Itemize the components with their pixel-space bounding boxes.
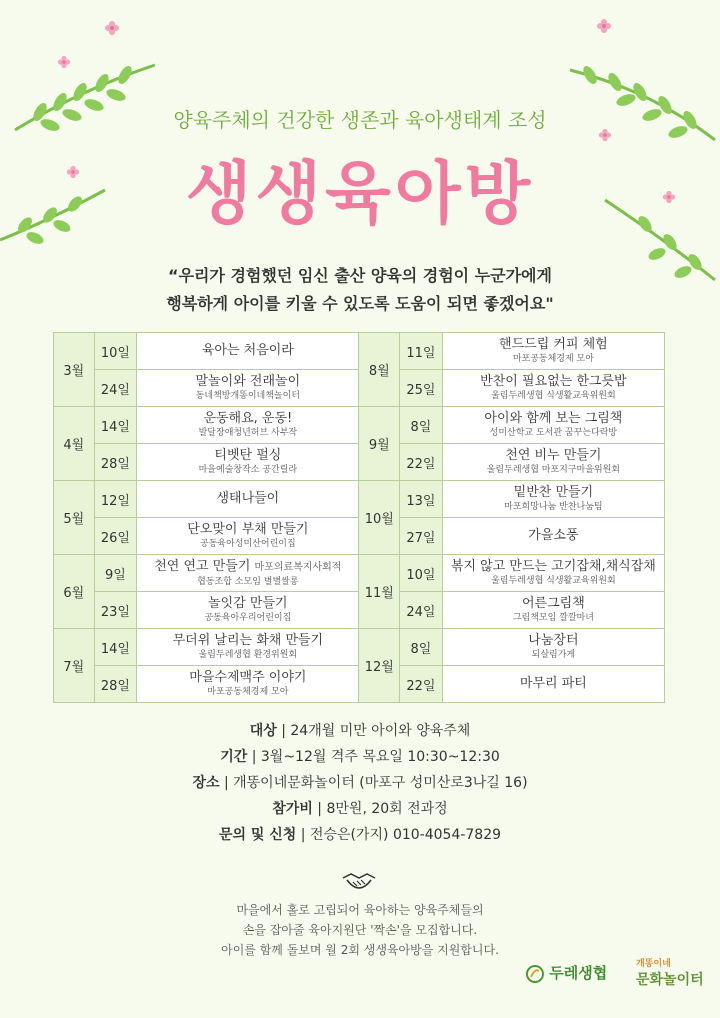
activity-host: 되살림가게 <box>531 650 576 660</box>
quote-text <box>0 262 720 318</box>
activity-cell <box>137 407 359 444</box>
activity-title: 단오맞이 부채 만들기 <box>187 522 309 537</box>
month-cell: 4월 <box>54 407 95 481</box>
info-label: 참가비 <box>272 801 313 817</box>
info-period: 기간 | 3월~12월 격주 목요일 10:30~12:30 <box>220 749 500 765</box>
activity-title: 티벳탄 펄싱 <box>214 448 282 463</box>
logo-text: 두레생협 <box>549 964 608 982</box>
activity-title: 핸드드립 커피 체험 <box>499 337 608 352</box>
page-subtitle: 양육주체의 건강한 생존과 육아생태계 조성 <box>173 108 547 132</box>
activity-title: 생태나들이 <box>216 491 280 506</box>
activity-cell <box>442 592 664 629</box>
day-cell: 26일 <box>94 518 137 555</box>
activity-cell <box>442 333 664 370</box>
activity-title-row <box>137 559 358 576</box>
activity-host: 마을예술창작소 공간릴라 <box>198 465 298 475</box>
activity-cell <box>137 629 359 666</box>
activity-host: 울림두레생협 식생활교육위원회 <box>491 576 616 586</box>
activity-cell <box>442 407 664 444</box>
info-value: 개똥이네문화놀이터 (마포구 성미산로3나길 16) <box>233 775 528 791</box>
table-row <box>54 629 665 666</box>
activity-title: 놀잇감 만들기 <box>208 596 288 611</box>
day-cell: 22일 <box>400 666 443 703</box>
day-cell: 12일 <box>94 481 137 518</box>
info-value: 8만원, 20회 전과정 <box>326 801 448 817</box>
culture-playground-logo <box>636 956 704 988</box>
activity-title: 밑반찬 만들기 <box>513 485 594 500</box>
activity-title: 천연 연고 만들기 <box>154 558 251 574</box>
day-cell: 24일 <box>400 592 443 629</box>
month-cell: 7월 <box>54 629 95 703</box>
activity-cell <box>137 370 359 407</box>
day-cell: 22일 <box>400 444 443 481</box>
info-fee: 참가비 | 8만원, 20회 전과정 <box>272 801 448 817</box>
schedule-table <box>53 332 665 703</box>
activity-host: 그림책모임 깔깔마녀 <box>512 613 594 623</box>
activity-cell <box>442 444 664 481</box>
activity-host: 성미산학교 도서관 꿈꾸는다락방 <box>489 428 618 438</box>
day-cell: 10일 <box>94 333 137 370</box>
day-cell: 23일 <box>94 592 137 629</box>
day-cell: 8일 <box>400 407 443 444</box>
activity-title: 아이와 함께 보는 그림책 <box>484 411 623 426</box>
info-target: 대상 | 24개월 미만 아이와 양육주체 <box>249 723 471 739</box>
activity-host: 마포공동체경제 모아 <box>512 354 594 364</box>
day-cell: 13일 <box>400 481 443 518</box>
footer-line: 손을 잡아줄 육아지원단 '짝손'을 모집합니다. <box>242 923 478 937</box>
day-cell: 25일 <box>400 370 443 407</box>
footer-text <box>0 900 720 960</box>
activity-host: 마포희망나눔 반찬나눔팀 <box>504 502 603 512</box>
activity-cell <box>137 333 359 370</box>
activity-cell <box>442 629 664 666</box>
activity-cell <box>442 555 664 592</box>
day-cell: 9일 <box>94 555 137 592</box>
info-value: 24개월 미만 아이와 양육주체 <box>290 723 471 739</box>
activity-host: 협동조합 소모임 별별쌀롱 <box>197 576 299 587</box>
activity-cell <box>137 555 359 592</box>
dure-coop-logo <box>526 962 607 983</box>
activity-title: 천연 비누 만들기 <box>505 448 602 463</box>
logo-text: 문화놀이터 <box>636 972 704 988</box>
activity-cell <box>442 481 664 518</box>
activity-cell <box>442 518 664 555</box>
page-title: 생생육아방 <box>185 155 535 234</box>
day-cell: 28일 <box>94 444 137 481</box>
flower-icon <box>596 18 612 34</box>
day-cell: 14일 <box>94 407 137 444</box>
day-cell: 8일 <box>400 629 443 666</box>
day-cell: 11일 <box>400 333 443 370</box>
info-label: 장소 <box>192 775 220 791</box>
month-cell: 11월 <box>359 555 400 629</box>
activity-cell <box>442 666 664 703</box>
day-cell: 27일 <box>400 518 443 555</box>
activity-title: 어른그림책 <box>521 596 585 611</box>
activity-title: 반찬이 필요없는 한그릇밥 <box>480 374 627 389</box>
info-label: 기간 <box>220 749 248 765</box>
day-cell: 10일 <box>400 555 443 592</box>
activity-host: 발달장애청년허브 사부작 <box>198 428 298 438</box>
handshake-icon <box>341 868 377 894</box>
activity-cell <box>442 370 664 407</box>
month-cell: 6월 <box>54 555 95 629</box>
info-value: 전승은(가지) 010-4054-7829 <box>309 827 502 843</box>
activity-host: 공동육아우리어린이집 <box>204 613 292 623</box>
flower-icon <box>57 55 71 69</box>
activity-title: 가을소풍 <box>528 528 579 543</box>
flower-icon <box>104 20 120 36</box>
activity-cell <box>137 481 359 518</box>
activity-host: 울림두레생협 식생활교육위원회 <box>491 391 616 401</box>
activity-title: 운동해요, 운동! <box>203 411 293 426</box>
activity-title: 볶지 않고 만드는 고기잡채,채식잡채 <box>450 559 656 574</box>
footer-line: 마을에서 홀로 고립되어 육아하는 양육주체들의 <box>236 903 484 917</box>
leaf-logo-icon <box>526 965 544 983</box>
quote-line: 행복하게 아이를 키울 수 있도록 도움이 되면 좋겠어요" <box>166 294 554 313</box>
activity-host: 마포공동체경제 모아 <box>207 687 289 697</box>
month-cell: 8월 <box>359 333 400 407</box>
table-row <box>54 481 665 518</box>
activity-host-inline: 마포의료복지사회적 <box>254 561 342 573</box>
activity-host: 동네책방개똥이네책놀이터 <box>195 391 301 401</box>
activity-host: 공동육아성미산어린이집 <box>200 539 296 549</box>
info-label: 대상 <box>249 723 277 739</box>
month-cell: 5월 <box>54 481 95 555</box>
activity-cell <box>137 666 359 703</box>
activity-title: 마무리 파티 <box>519 676 587 691</box>
activity-cell <box>137 592 359 629</box>
day-cell: 14일 <box>94 629 137 666</box>
info-contact: 문의 및 신청 | 전승은(가지) 010-4054-7829 <box>218 827 502 843</box>
info-section <box>0 718 720 848</box>
logo-text: 개똥이네 <box>636 959 671 969</box>
month-cell: 12월 <box>359 629 400 703</box>
day-cell: 24일 <box>94 370 137 407</box>
footer-line: 아이를 함께 돌보며 월 2회 생생육아방을 지원합니다. <box>221 943 499 957</box>
activity-title: 무더위 날리는 화채 만들기 <box>172 633 324 648</box>
table-row <box>54 555 665 592</box>
table-row <box>54 333 665 370</box>
info-place: 장소 | 개똥이네문화놀이터 (마포구 성미산로3나길 16) <box>192 775 528 791</box>
leaf-branch-icon <box>560 40 720 150</box>
day-cell: 28일 <box>94 666 137 703</box>
month-cell: 9월 <box>359 407 400 481</box>
activity-title: 나눔장터 <box>528 633 579 648</box>
activity-cell <box>137 444 359 481</box>
activity-cell <box>137 518 359 555</box>
table-row <box>54 407 665 444</box>
month-cell: 3월 <box>54 333 95 407</box>
activity-title: 육아는 처음이라 <box>201 343 294 358</box>
info-value: 3월~12월 격주 목요일 10:30~12:30 <box>260 749 500 765</box>
info-label: 문의 및 신청 <box>218 827 297 843</box>
activity-title: 말놀이와 전래놀이 <box>195 374 301 389</box>
activity-title: 마을수제맥주 이야기 <box>189 670 307 685</box>
activity-host: 울림두레생협 환경위원회 <box>198 650 298 660</box>
month-cell: 10월 <box>359 481 400 555</box>
activity-host: 울림두레생협 마포지구마을위원회 <box>486 465 621 475</box>
quote-line: “우리가 경험했던 임신 출산 양육의 경험이 누군가에게 <box>168 266 552 285</box>
